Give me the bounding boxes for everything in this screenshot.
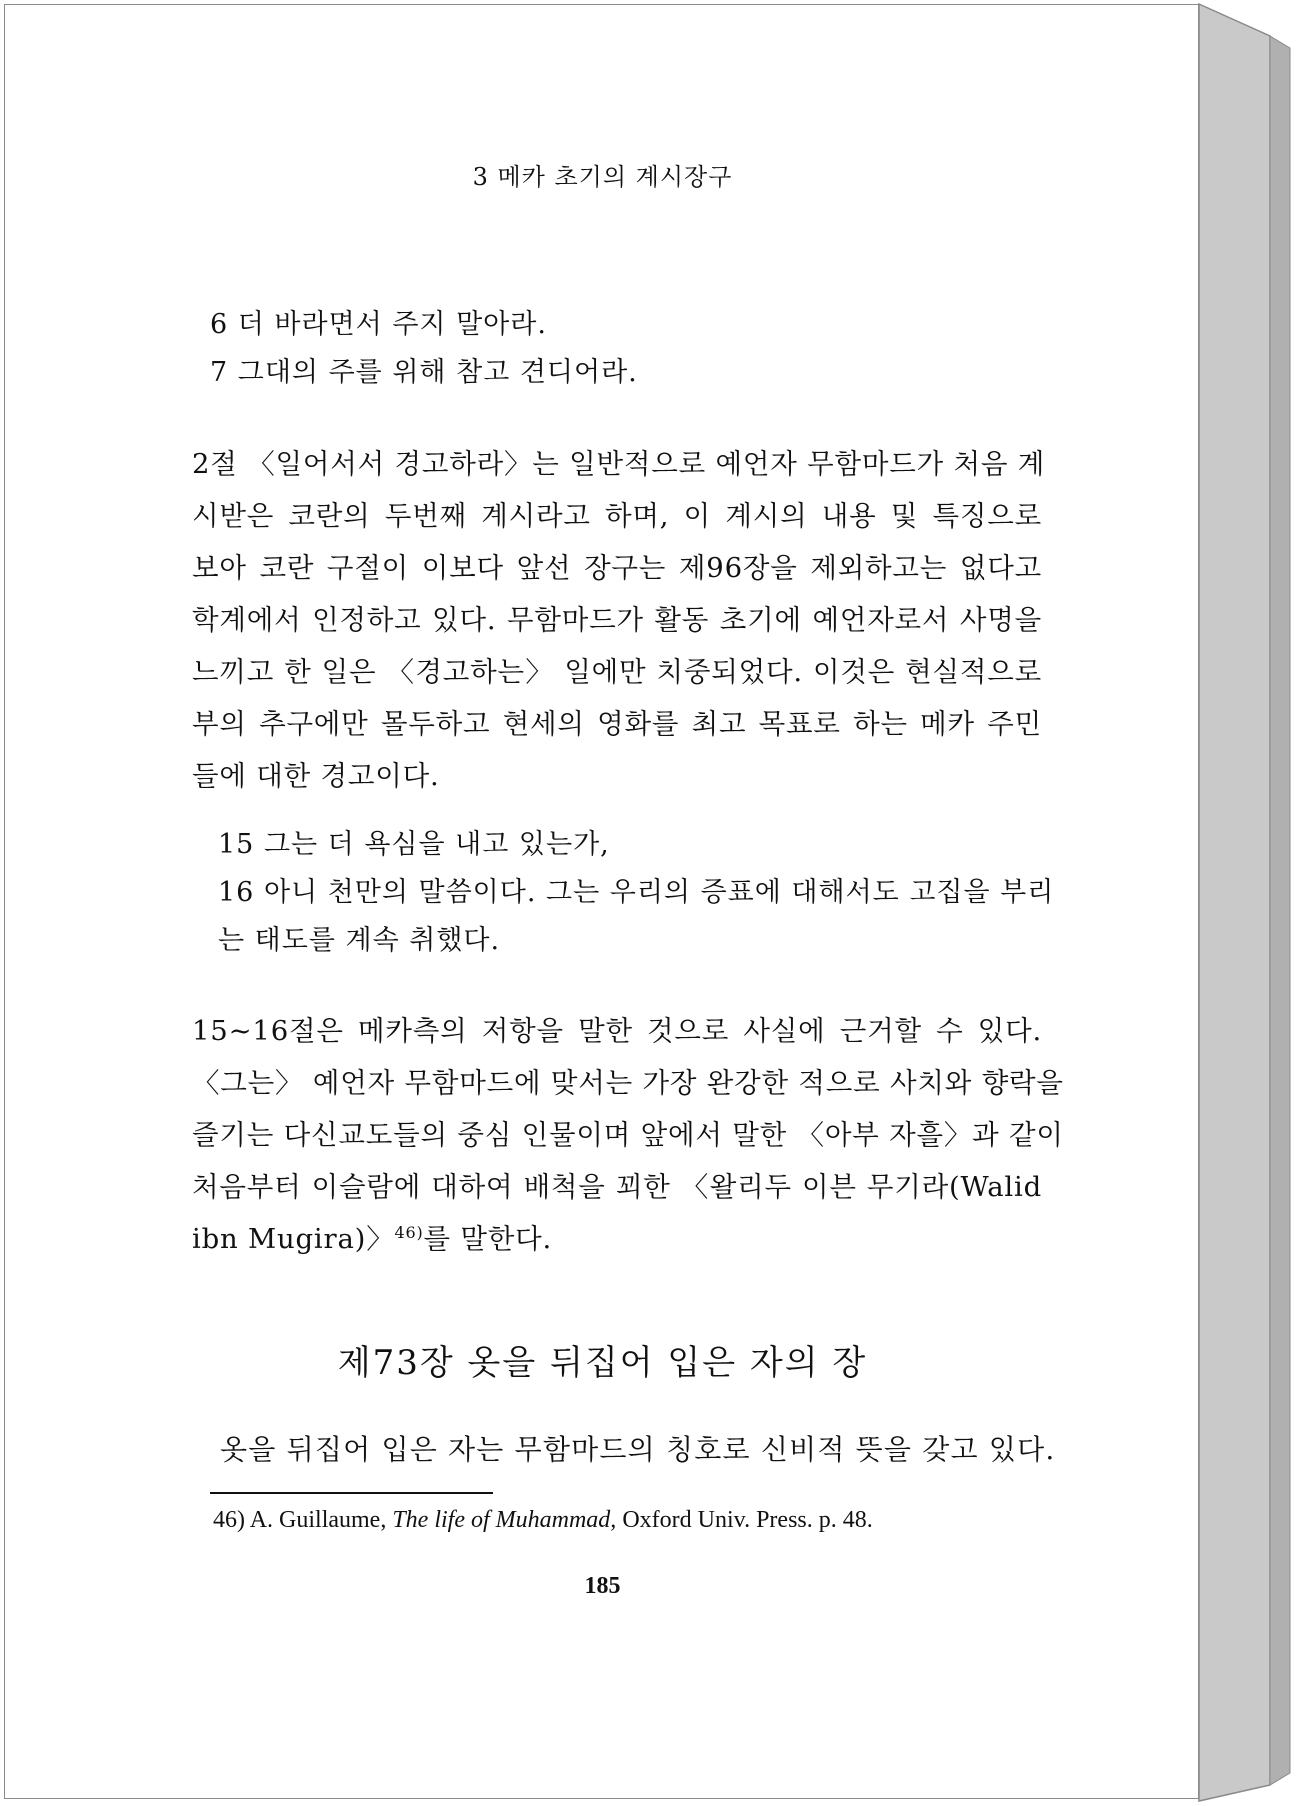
paragraph-text: ibn Mugira)〉: [192, 1223, 395, 1255]
running-head: 3 메카 초기의 계시장구: [472, 163, 733, 191]
verse-line: 7 그대의 주를 위해 참고 견디어라.: [210, 357, 638, 388]
paragraph-line: 2절 〈일어서서 경고하라〉는 일반적으로 예언자 무함마드가 처음 계: [192, 448, 1046, 480]
verse-line: 는 태도를 계속 취했다.: [218, 925, 501, 956]
footnote-book-title: The life of Muhammad,: [392, 1507, 617, 1533]
document-page: [4, 4, 1199, 1799]
paragraph-line: 처음부터 이슬람에 대하여 배척을 꾀한 〈왈리두 이븐 무기라(Walid: [192, 1171, 1042, 1203]
verse-line: 6 더 바라면서 주지 말아라.: [210, 309, 547, 340]
paragraph-line: 들에 대한 경고이다.: [192, 760, 440, 792]
footnote: [213, 1507, 873, 1534]
paragraph-line: 15~16절은 메카측의 저항을 말한 것으로 사실에 근거할 수 있다.: [192, 1015, 1042, 1047]
paragraph-line: 시받은 코란의 두번째 계시라고 하며, 이 계시의 내용 및 특징으로: [192, 500, 1042, 532]
paragraph-text: 를 말한다.: [423, 1223, 553, 1255]
footnote-publisher: Oxford Univ. Press. p. 48.: [622, 1507, 873, 1533]
verse-line: 16 아니 천만의 말씀이다. 그는 우리의 증표에 대해서도 고집을 부리: [218, 877, 1055, 908]
footnote-rule: [210, 1492, 493, 1494]
chapter-title: 제73장 옷을 뒤집어 입은 자의 장: [337, 1343, 868, 1383]
footnote-number: 46): [213, 1507, 245, 1533]
footnote-reference: 46): [394, 1222, 424, 1242]
verse-line: 15 그는 더 욕심을 내고 있는가,: [218, 829, 610, 860]
paragraph-line: 부의 추구에만 몰두하고 현세의 영화를 최고 목표로 하는 메카 주민: [192, 708, 1042, 740]
body-paragraph: [192, 1005, 1064, 1265]
page-number: 185: [584, 1573, 621, 1599]
chapter-description: 옷을 뒤집어 입은 자는 무함마드의 칭호로 신비적 뜻을 갖고 있다.: [220, 1433, 1056, 1466]
paragraph-line: 즐기는 다신교도들의 중심 인물이며 앞에서 말한 〈아부 자흘〉과 같이: [192, 1119, 1064, 1151]
footnote-author: A. Guillaume,: [249, 1507, 387, 1533]
paragraph-line: 느끼고 한 일은 〈경고하는〉 일에만 치중되었다. 이것은 현실적으로: [192, 656, 1042, 688]
paragraph-line: [192, 1213, 1042, 1265]
paragraph-line: 〈그는〉 예언자 무함마드에 맞서는 가장 완강한 적으로 사치와 향락을: [192, 1067, 1064, 1099]
paragraph-line: 학계에서 인정하고 있다. 무함마드가 활동 초기에 예언자로서 사명을: [192, 604, 1042, 636]
body-paragraph: [192, 438, 1046, 802]
paragraph-line: 보아 코란 구절이 이보다 앞선 장구는 제96장을 제외하고는 없다고: [192, 552, 1042, 584]
